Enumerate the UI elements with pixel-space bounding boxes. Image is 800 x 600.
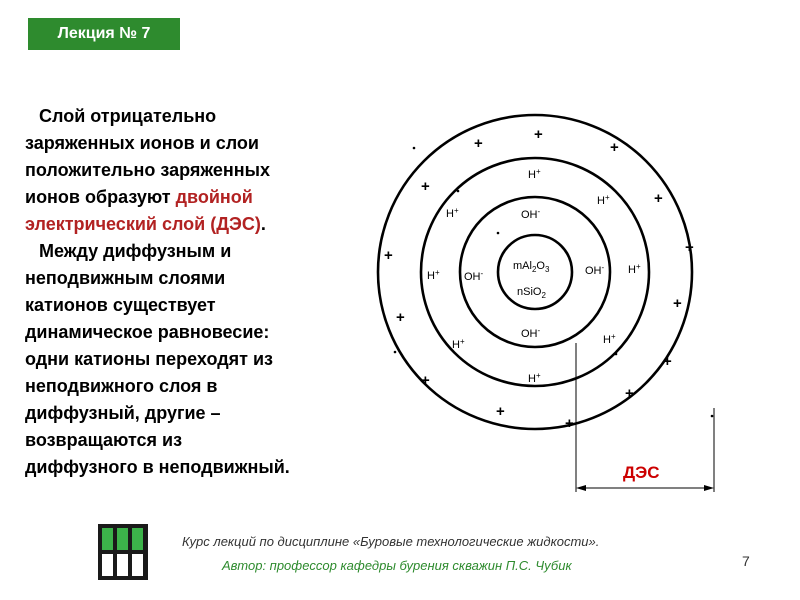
plus-charge: + [654,190,663,207]
plus-charge: + [663,353,672,370]
footer-course: Курс лекций по дисциплине «Буровые технологические жидкости». [182,534,600,549]
text-line: диффузный, другие – [25,403,221,423]
body-text [25,103,365,481]
des-term: двойной [175,187,253,207]
text-line: заряженных ионов и слои [25,133,259,153]
core-formula-2: nSiO$_2$ [517,286,546,300]
plus-charge: + [421,178,430,195]
h-ion: H+ [628,262,641,276]
footer-author: Автор: профессор кафедры бурения скважин П.С. Чубик [222,558,572,573]
oh-ion: OH- [585,263,605,277]
oh-ion: OH- [521,207,541,221]
dot [394,351,397,354]
text-line: неподвижным слоями [25,268,226,288]
page-number: 7 [742,553,750,569]
h-ion: H+ [446,206,459,220]
oh-ion: OH- [521,326,541,340]
oh-ion: OH- [464,269,484,283]
dot [413,147,416,150]
text-line: диффузного в неподвижный. [25,457,290,477]
des-arrowhead-right [704,485,714,491]
h-ion: H+ [528,167,541,181]
text-line: . [260,214,266,234]
text-line: неподвижного слоя в [25,376,218,396]
dot [457,190,460,193]
plus-charge: + [496,403,505,420]
text-line: одни катионы переходят из [25,349,273,369]
dot [711,415,714,418]
text-line: возвращаются из [25,430,183,450]
dot [615,353,618,356]
h-ion: H+ [528,371,541,385]
text-line: Между диффузным и [39,241,232,261]
plus-charge: + [421,372,430,389]
plus-charge: + [625,385,634,402]
plus-charge: + [384,247,393,264]
plus-charge: + [673,295,682,312]
plus-charge: + [565,415,574,432]
des-arrowhead-left [576,485,586,491]
dot-markers [394,147,714,418]
text-line: положительно заряженных [25,160,271,180]
plus-charge: + [534,126,543,143]
text-line: динамическое равновесие: [25,322,270,342]
university-logo [98,524,148,580]
des-label: ДЭС [623,463,660,482]
h-ion: H+ [452,337,465,351]
h-ion: H+ [597,193,610,207]
double-layer-diagram [360,100,740,500]
h-ion: H+ [427,268,440,282]
text-line: катионов существует [25,295,216,315]
core-formula-1: $mAl_2O_3$ [513,260,550,274]
plus-charge: + [685,239,694,256]
dot [497,232,500,235]
plus-charge: + [610,139,619,156]
plus-charge: + [396,309,405,326]
des-term: электрический слой (ДЭС) [25,214,261,234]
text-line: ионов образуют [25,187,176,207]
plus-charge: + [474,135,483,152]
h-ion: H+ [603,332,616,346]
lecture-badge: Лекция № 7 [28,18,180,50]
text-line: Слой отрицательно [39,106,217,126]
